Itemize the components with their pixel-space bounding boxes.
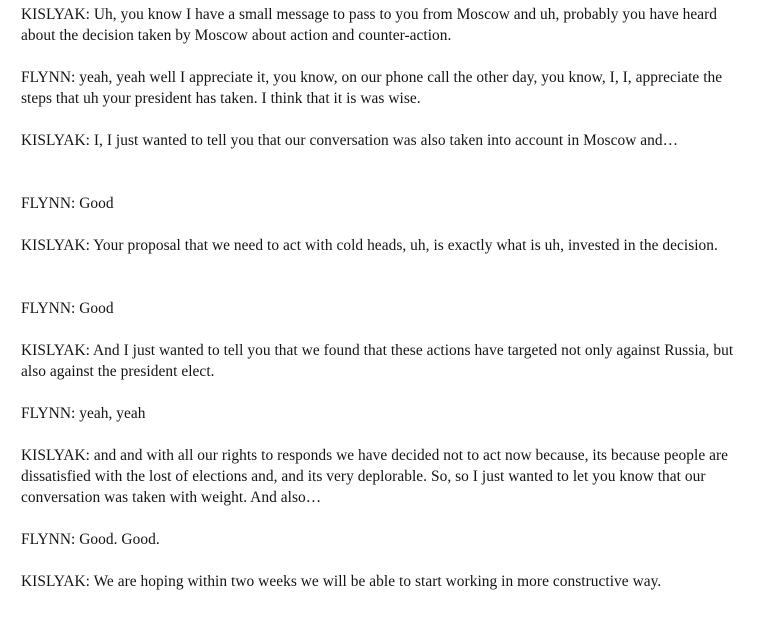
transcript-paragraph-flynn-3: FLYNN: Good [21,300,114,317]
transcript-paragraph-kislyak-3: KISLYAK: Your proposal that we need to act with cold heads, uh, is exactly what is uh, invested in the decision. [21,237,718,254]
transcript-paragraph-kislyak-6: KISLYAK: We are hoping within two weeks we will be able to start working in more constructive way. [21,573,662,590]
transcript-paragraph-flynn-5: FLYNN: Good. Good. [21,531,160,548]
transcript-paragraph-kislyak-2: KISLYAK: I, I just wanted to tell you that our conversation was also taken into account in Moscow and… [21,132,679,149]
transcript-paragraph-flynn-4: FLYNN: yeah, yeah [21,405,146,422]
transcript-paragraph-flynn-2: FLYNN: Good [21,195,114,212]
transcript-paragraph-flynn-1: FLYNN: yeah, yeah well I appreciate it, you know, on our phone call the other day, you know, I, I, appreciate the steps that uh your president has taken. I think that it is was wise. [21,69,723,107]
transcript-paragraph-kislyak-4: KISLYAK: And I just wanted to tell you that we found that these actions have targeted not only against Russia, but also against the president elect. [21,342,734,380]
transcript-paragraph-kislyak-1: KISLYAK: Uh, you know I have a small message to pass to you from Moscow and uh, probably you have heard about the decision taken by Moscow about action and counter-action. [21,6,718,44]
transcript-paragraph-kislyak-5: KISLYAK: and and with all our rights to responds we have decided not to act now because, its because people are dissatisfied with the lost of elections and, and its very deplorable. So, so I just wanted to let you know that our conversation was taken with weight. And also… [21,447,729,506]
